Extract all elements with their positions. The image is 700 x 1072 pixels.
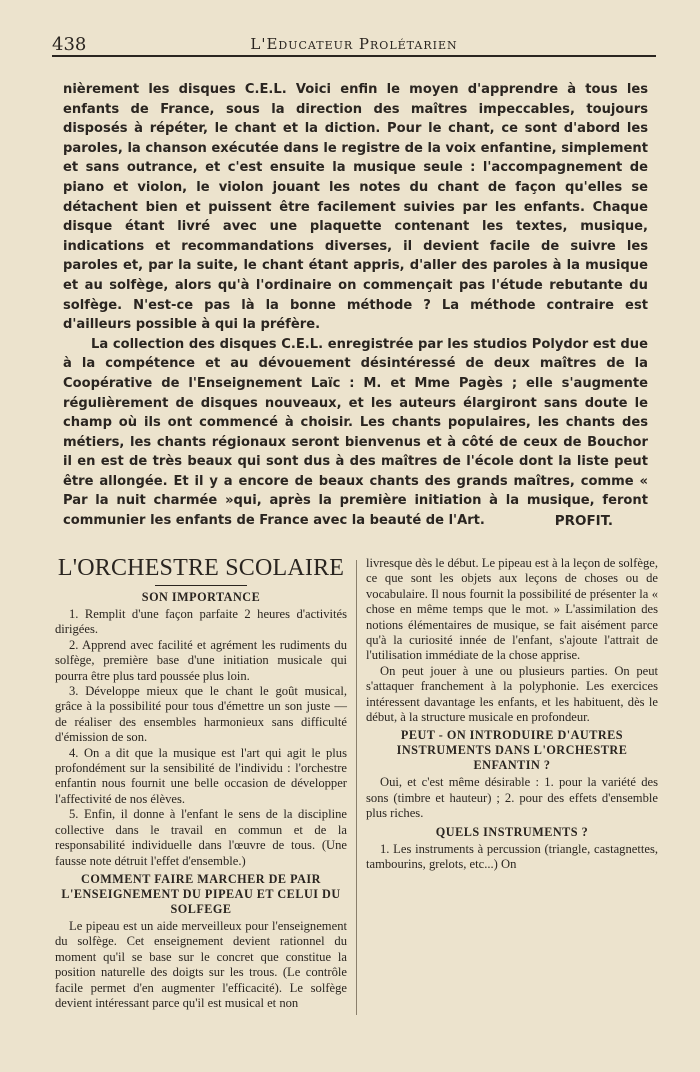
section-title: L'ORCHESTRE SCOLAIRE: [57, 555, 345, 581]
column-divider: [356, 560, 357, 1015]
list-item: 1. Remplit d'une façon parfaite 2 heures d'activités dirigées.: [55, 607, 347, 637]
subheading: COMMENT FAIRE MARCHER DE PAIR L'ENSEIGNEMENT DU PIPEAU ET CELUI DU SOLFEGE: [61, 871, 341, 916]
subheading: PEUT - ON INTRODUIRE D'AUTRES INSTRUMENTS DANS L'ORCHESTRE ENFANTIN ?: [396, 728, 628, 773]
header-rule: [52, 55, 656, 57]
title-rule: [155, 585, 247, 586]
page-header: [52, 30, 656, 58]
article-paragraph: La collection des disques C.E.L. enregistrée par les studios Polydor est due à la compétence et au dévouement désintéressé de deux maîtres de la Coopérative de l'Enseignement Laïc : M. et Mme Pagès ; elle s'augmente régulièrement de disques nouveaux, et les auteurs élargiront sans doute le champ où ils ont commencé à choisir. Les chants populaires, les chants des métiers, les chants régionaux seront bienvenus et à côté de ceux de Bouchor il en est de très beaux qui sont dus à des maîtres de l'école dont la liste peut être allongée. Et il y a encore de beaux chants des grands maîtres, comme « Par la nuit charmée »qui, après la première initiation à la musique, feront communier les enfants de France avec la beauté de l'Art.: [63, 336, 648, 529]
body-paragraph-continued: livresque dès le début. Le pipeau est à la leçon de solfège, ce que sont les objets aux leçons de choses ou de vocabulaire. Il nous fournit la possibilité de présenter la « chose en même temps que le mot. » L'assimilation des notions élémentaires de musique, se fait aisément parce qu'à la curiosité innée de l'enfant, s'ajoute l'attrait de l'utilisation immédiate de la chose apprise.: [366, 556, 658, 663]
body-paragraph: 1. Les instruments à percussion (triangle, castagnettes, tambourins, grelots, etc...) On: [366, 841, 658, 872]
list-item: 5. Enfin, il donne à l'enfant le sens de la discipline collective dans le travail en commun et de la responsabilité individuelle dans l'œuvre de tous. (Une fausse note détruit l'effet d'ensemble.): [55, 807, 347, 868]
body-paragraph: On peut jouer à une ou plusieurs parties. On peut s'attaquer franchement à la polyphonie. Les exercices intéressent davantage les enfants, et les habituent, dès le début, à la structure musicale en profondeur.: [366, 663, 658, 725]
list-item: 4. On a dit que la musique est l'art qui agit le plus profondément sur la sensibilité de l'individu : l'orchestre enfantin nous fournit une belle occasion de développer l'affectivité de nos élèves.: [55, 745, 347, 806]
page-number: 438: [52, 34, 87, 55]
subheading: QUELS INSTRUMENTS ?: [435, 824, 589, 839]
article-paragraph: nièrement les disques C.E.L. Voici enfin le moyen d'apprendre à tous les enfants de France, sous la direction des maîtres impeccables, toujours disposés à répéter, le chant et la diction. Pour le chant, ce sont d'abord les paroles, la chanson exécutée dans le registre de la voix enfantine, simplement et sans outrance, et c'est ensuite la musique seule : l'accompagnement de piano et violon, le violon jouant les notes du chant de façon qu'elles se détachent bien et puissent être facilement suivies par les enfants. Chaque disque étant livré avec une plaquette contenant les textes, musique, indications et recommandations diverses, il devient facile de suivre les paroles et, par la suite, le chant étant appris, d'aller des paroles à la musique et au solfège, alors qu'à l'ordinaire on commençait pas l'étude rebutante du solfège. N'est-ce pas là la bonne méthode ? La méthode contraire est d'ailleurs possible à qui la préfère.: [63, 82, 648, 333]
body-paragraph: Oui, et c'est même désirable : 1. pour la variété des sons (timbre et hauteur) ; 2. pour des effets d'ensemble plus riches.: [366, 775, 658, 821]
author-signature: PROFIT.: [554, 513, 613, 529]
journal-title: L'Educateur Prolétarien: [250, 35, 458, 53]
list-item: 3. Développe mieux que le chant le goût musical, grâce à la possibilité pour tous d'émettre un son juste — de réaliser des ensembles harmonieux sans difficulté d'émission de son.: [55, 684, 347, 745]
right-column: [366, 556, 658, 873]
left-column: [55, 553, 347, 1011]
subheading: SON IMPORTANCE: [141, 590, 261, 604]
article-continuation: [63, 80, 648, 531]
list-item: 2. Apprend avec facilité et agrément les rudiments du solfège, première base d'une initiation musicale qui pourra être plus tard poussée plus loin.: [55, 637, 347, 683]
body-paragraph: Le pipeau est un aide merveilleux pour l'enseignement du solfège. Cet enseignement devient rationnel du moment qu'il se base sur le concret que constitue la position naturelle des doigts sur les trous. (Le contrôle facile permet d'en augmenter l'efficacité). Le solfège devient intéressant parce qu'il est musical et non: [55, 918, 347, 1010]
